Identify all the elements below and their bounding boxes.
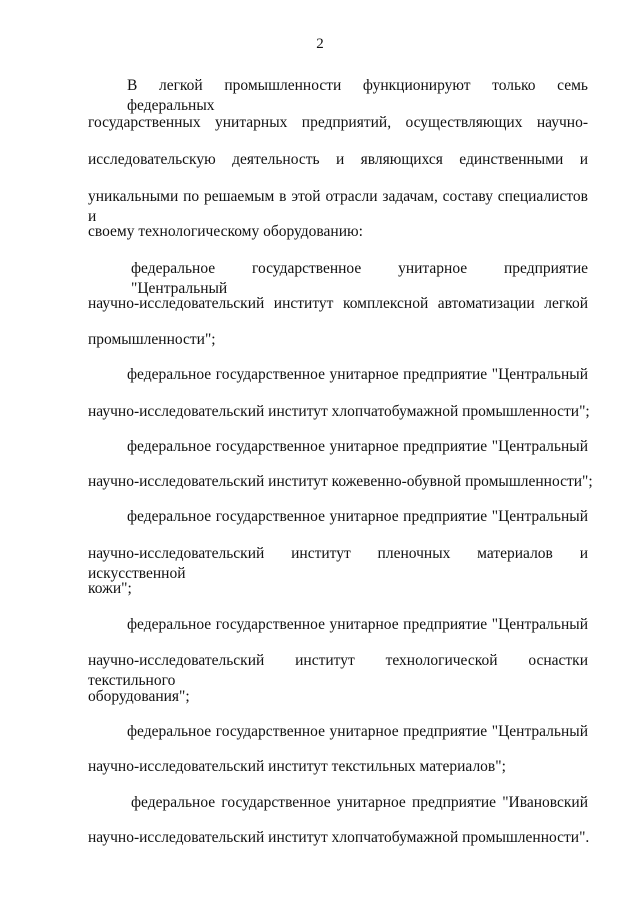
text-line: промышленности";: [88, 331, 216, 348]
text-line: научно-исследовательский институт комплексной автоматизации легкой: [88, 295, 588, 312]
text-line: федеральное государственное унитарное предприятие "Центральный: [127, 366, 588, 383]
text-line: уникальными по решаемым в этой отрасли задачам, составу специалистов и: [88, 188, 588, 225]
text-line: научно-исследовательский институт пленочных материалов и искусственной: [88, 545, 588, 582]
text-line: федеральное государственное унитарное предприятие "Центральный: [127, 508, 588, 525]
text-line: федеральное государственное унитарное предприятие "Центральный: [131, 260, 588, 297]
text-line: своему технологическому оборудованию:: [88, 223, 363, 240]
text-line: государственных унитарных предприятий, осуществляющих научно-: [88, 114, 588, 131]
text-line: федеральное государственное унитарное предприятие "Центральный: [127, 723, 588, 740]
text-line: В легкой промышленности функционируют только семь федеральных: [127, 77, 588, 114]
text-line: научно-исследовательский институт кожевенно-обувной промышленности";: [88, 473, 593, 490]
page-number: 2: [316, 36, 324, 52]
text-line: оборудования";: [88, 688, 190, 705]
text-line: научно-исследовательский институт технологической оснастки текстильного: [88, 652, 588, 689]
text-line: научно-исследовательский институт хлопчатобумажной промышленности".: [88, 829, 590, 846]
text-line: кожи";: [88, 580, 132, 597]
text-line: федеральное государственное унитарное предприятие "Ивановский: [131, 794, 588, 811]
text-line: научно-исследовательский институт текстильных материалов";: [88, 758, 506, 775]
text-line: научно-исследовательский институт хлопчатобумажной промышленности";: [88, 403, 590, 420]
text-line: федеральное государственное унитарное предприятие "Центральный: [127, 616, 588, 633]
text-line: исследовательскую деятельность и являющихся единственными и: [88, 151, 588, 168]
text-line: федеральное государственное унитарное предприятие "Центральный: [127, 438, 588, 455]
